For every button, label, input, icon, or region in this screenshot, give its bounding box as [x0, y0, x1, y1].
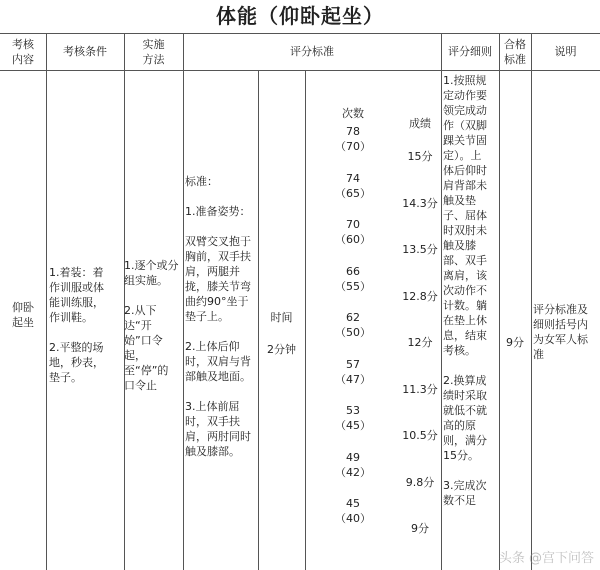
score-value: 12.8分 — [402, 289, 438, 303]
cell-content: 仰卧 起坐 — [12, 301, 34, 329]
watermark: 头条 @宫下问答 — [498, 551, 594, 566]
col-divider — [531, 33, 532, 570]
count-value: 45 （40） — [335, 497, 371, 525]
count-value: 53 （45） — [335, 404, 371, 432]
header-conditions: 考核条件 — [63, 45, 107, 58]
cell-rules: 1.按照规 定动作要 领完成动 作（双脚 踝关节固 定）。上 体后仰时 肩背部未 触及垫 子、屈体 时双肘未 触及膝 部、双手 离肩，该 次动作不 计数。躺 在垫上休 息，结束 考核。 2.换算成 绩时采取 就低不就 高的原 则，满分 15分。 3.完成次 数不足 — [443, 74, 487, 507]
col-divider — [46, 33, 47, 570]
count-value: 49 （42） — [335, 450, 371, 479]
header-divider — [0, 70, 600, 71]
header-rules: 评分细则 — [448, 45, 492, 58]
header-note: 说明 — [554, 45, 577, 58]
score-value: 11.3分 — [402, 382, 438, 396]
header-content: 考核 内容 — [12, 38, 34, 66]
score-value: 9分 — [411, 522, 429, 535]
col-divider — [441, 33, 442, 570]
count-value: 78 （70） — [335, 125, 371, 153]
score-value: 12分 — [407, 336, 433, 349]
count-value: 66 （55） — [335, 264, 371, 293]
page-title: 体能（仰卧起坐） — [216, 4, 384, 28]
header-method: 实施 方法 — [142, 38, 165, 66]
cell-note: 评分标准及 细则括号内 为女军人标 准 — [533, 303, 588, 361]
table-border-top — [0, 33, 600, 34]
cell-method: 1.逐个或分 组实施。 2.从下 达“开 始”口令 起， 至“停”的 口令止 — [124, 259, 179, 392]
col-divider — [183, 33, 184, 570]
header-standard: 评分标准 — [290, 45, 334, 58]
header-pass: 合格 标准 — [504, 38, 526, 66]
count-value: 57 （47） — [335, 357, 371, 386]
score-value: 15分 — [407, 150, 433, 163]
cell-standard-text: 标准： 1.准备姿势： 双臂交叉抱于 胸前，双手扶 肩，两腿并 拢，膝关节弯 曲约90°坐于 垫子上。 2.上体后仰 时，双肩与背 部触及地面。 3.上体前屈 时，双手扶 肩，两肘同时 触及膝部。 — [185, 175, 251, 458]
cell-pass: 9分 — [506, 336, 524, 349]
score-value: 14.3分 — [402, 196, 438, 210]
score-value: 10.5分 — [402, 429, 438, 442]
col-divider — [305, 70, 306, 570]
count-value: 70 （60） — [335, 218, 371, 246]
score-value: 9.8分 — [405, 475, 435, 489]
col-divider — [499, 33, 500, 570]
count-value: 62 （50） — [335, 311, 371, 339]
score-value: 13.5分 — [402, 243, 438, 256]
cell-time-label: 时间 — [270, 311, 293, 324]
count-value: 74 （65） — [335, 171, 371, 200]
cell-time-value: 2分钟 — [267, 343, 296, 356]
count-header: 次数 — [342, 107, 364, 120]
cell-conditions: 1.着装：着 作训服或体 能训练服， 作训鞋。 2.平整的场 地，秒表， 垫子。 — [49, 266, 104, 384]
score-header: 成绩 — [409, 117, 431, 130]
